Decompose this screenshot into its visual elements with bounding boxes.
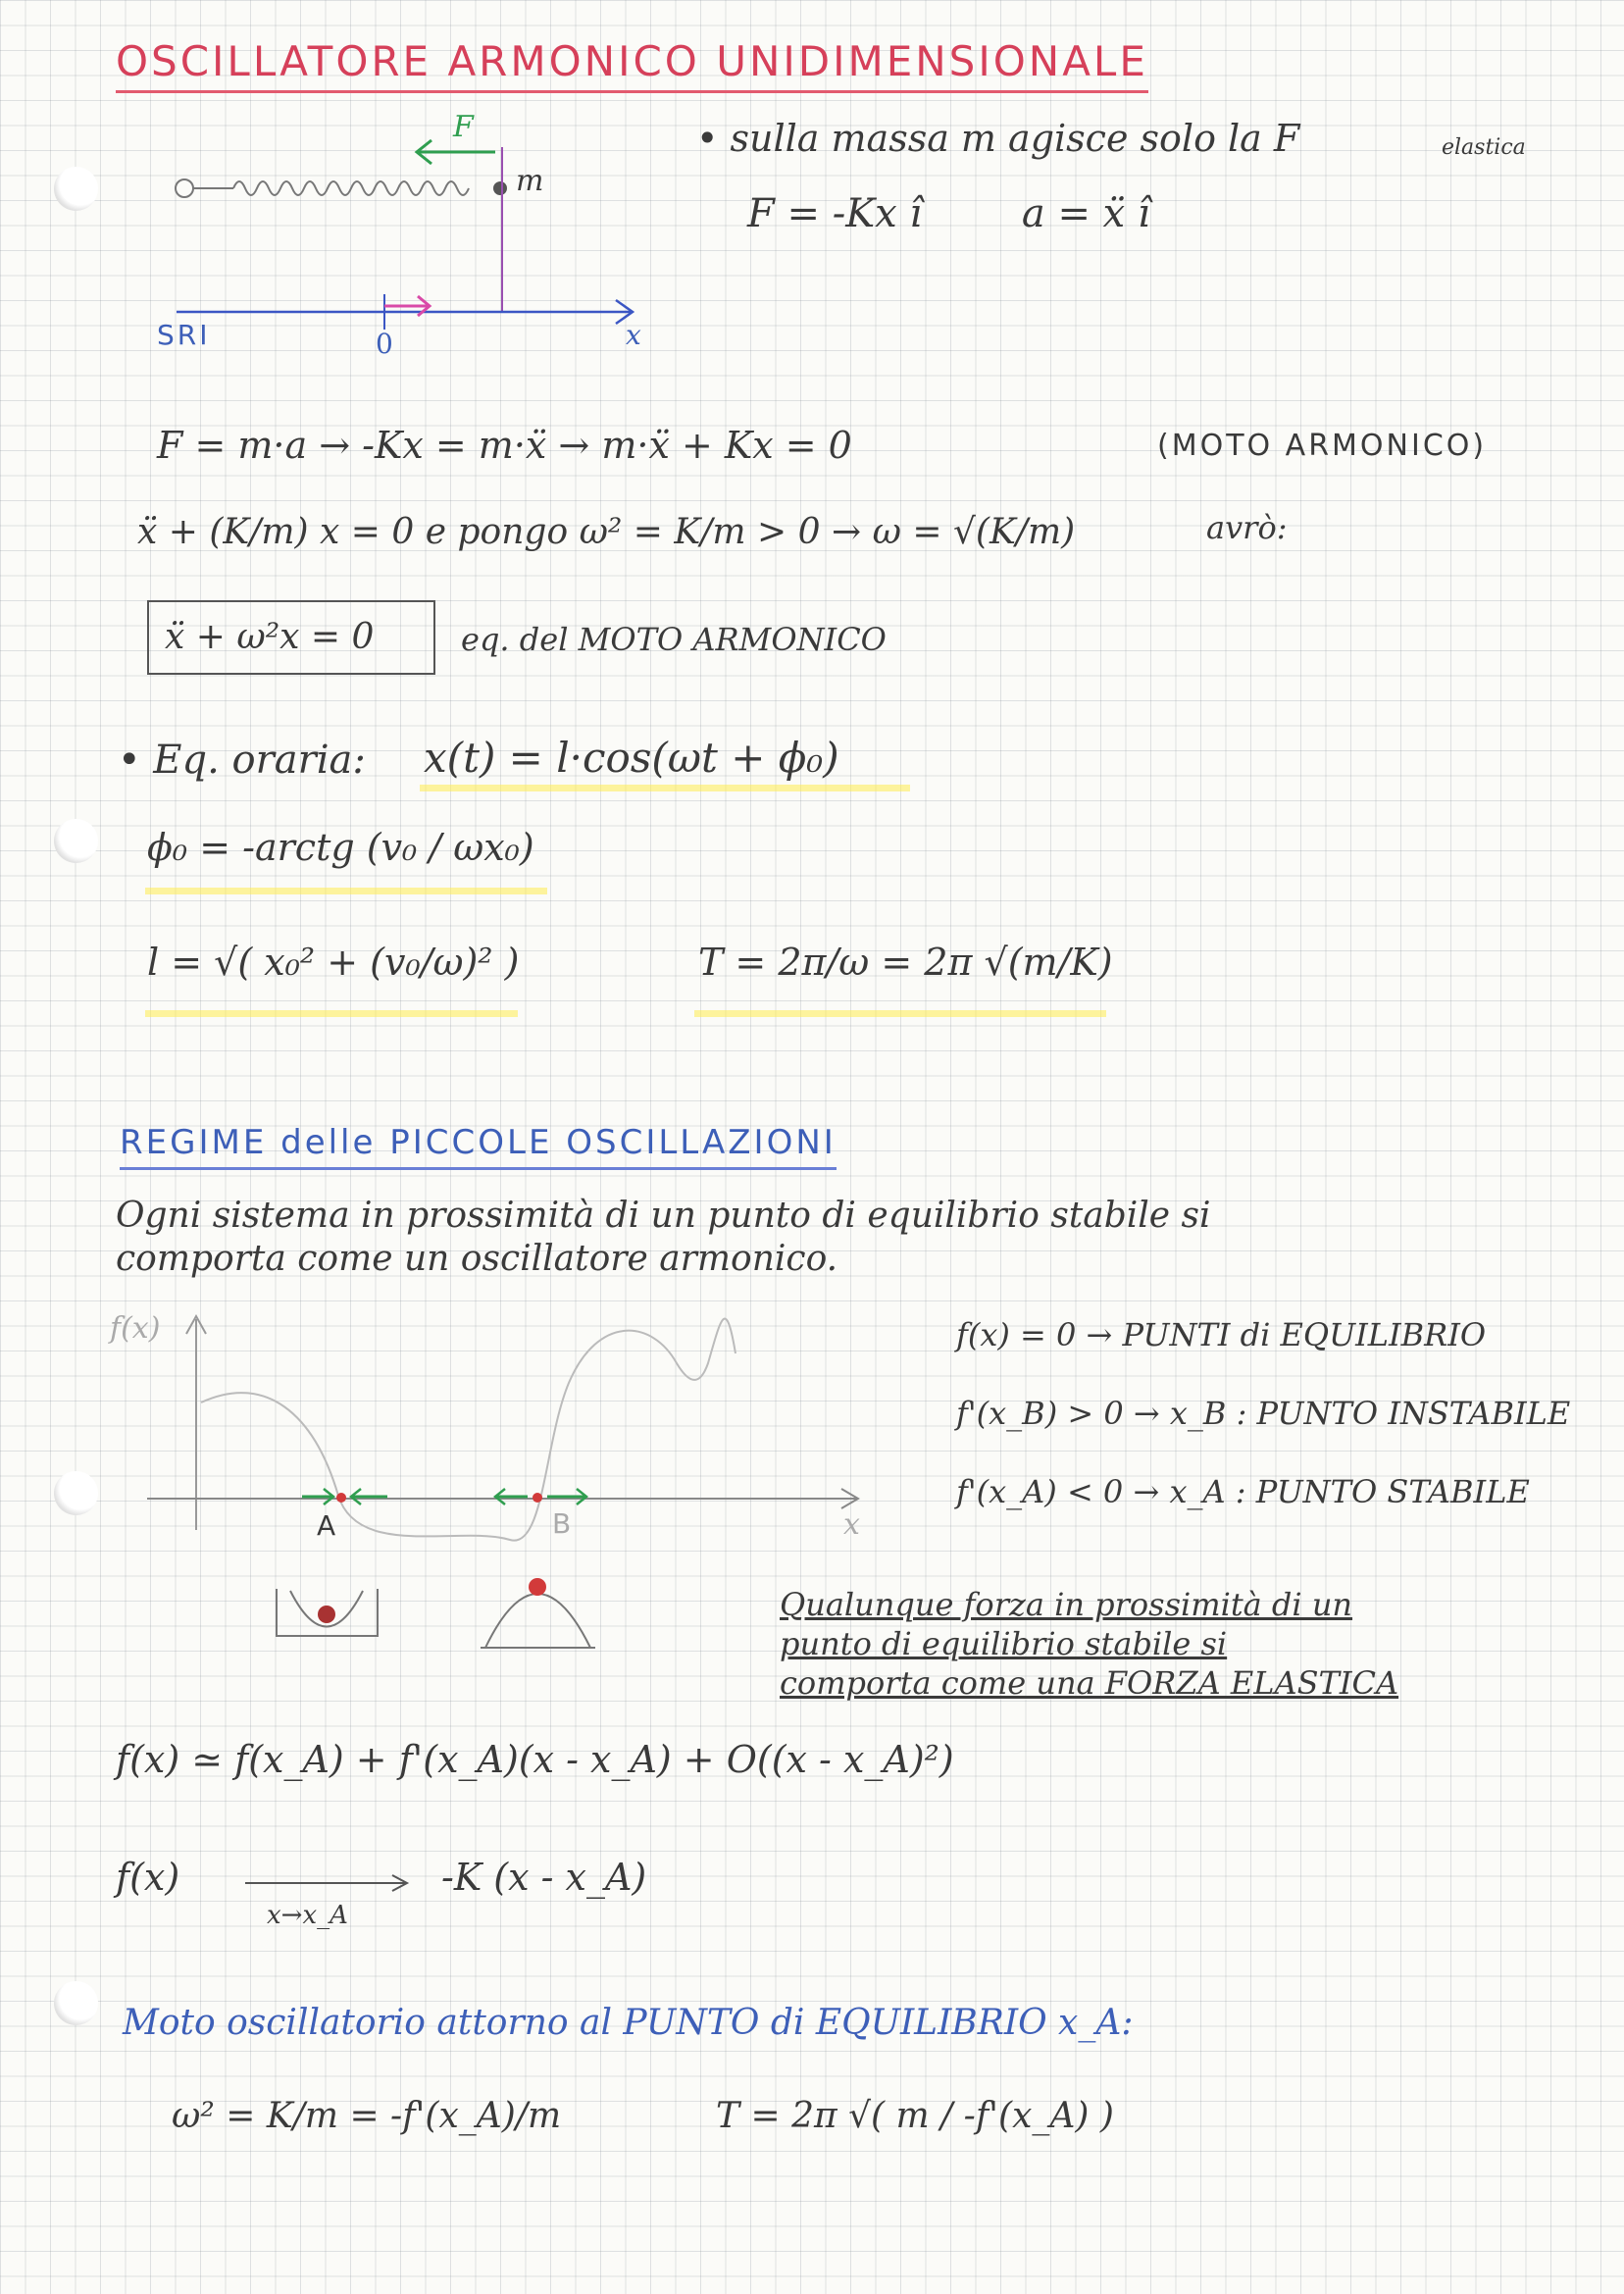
period-equation: T = 2π/ω = 2π √(m/K) [698,941,1113,984]
page-title: OSCILLATORE ARMONICO UNIDIMENSIONALE [116,41,1148,93]
section-title: REGIME delle PICCOLE OSCILLAZIONI [120,1126,837,1170]
taylor-expansion: f(x) ≃ f(x_A) + f'(x_A)(x - x_A) + O((x - x_A)²) [116,1738,954,1781]
phase-equation: ϕ₀ = -arctg (v₀ / ωx₀) [147,826,534,869]
stable-point: f'(x_A) < 0 → x_A : PUNTO STABILE [956,1473,1530,1510]
origin-label: 0 [376,328,393,360]
reference-label: SRI [157,319,211,351]
graph-y-label: f(x) [110,1311,161,1346]
note-line-2: punto di equilibrio stabile si [780,1625,1228,1662]
note-line-3: comporta come una FORZA ELASTICA [780,1664,1399,1702]
equilibrium-points: f(x) = 0 → PUNTI di EQUILIBRIO [956,1316,1487,1353]
boxed-equation-note: eq. del MOTO ARMONICO [461,621,887,658]
limit-subscript: x→x_A [267,1901,348,1930]
graph-x-label: x [843,1507,860,1542]
note-line-1: Qualunque forza in prossimità di un [780,1586,1353,1623]
intro-subscript: elastica [1442,135,1526,160]
hourly-equation: x(t) = l·cos(ωt + ϕ₀) [424,734,839,782]
unstable-point: f'(x_B) > 0 → x_B : PUNTO INSTABILE [956,1395,1571,1432]
period-final: T = 2π √( m / -f'(x_A) ) [716,2096,1114,2136]
motion-title: Moto oscillatorio attorno al PUNTO di EQUILIBRIO x_A: [123,2003,1134,2043]
limit-left: f(x) [116,1856,180,1899]
paragraph-line-1: Ogni sistema in prossimità di un punto di equilibrio stabile si [116,1196,1211,1236]
amplitude-equation: l = √( x₀² + (v₀/ω)² ) [147,941,520,984]
point-a-label: A [317,1509,339,1542]
boxed-equation: ẍ + ω²x = 0 [165,617,375,657]
newton-equation: F = m·a → -Kx = m·ẍ → m·ẍ + Kx = 0 [157,424,852,467]
mass-label: m [516,164,544,198]
omega-note: avrò: [1206,509,1288,546]
hourly-label: • Eq. oraria: [118,738,366,783]
point-b-label: B [552,1507,575,1540]
limit-right: -K (x - x_A) [441,1856,647,1899]
paragraph-line-2: comporta come un oscillatore armonico. [116,1239,838,1279]
force-label: F [453,110,474,144]
omega-definition: ẍ + (K/m) x = 0 e pongo ω² = K/m > 0 → ω = √(K/m) [137,512,1076,552]
newton-note: (MOTO ARMONICO) [1157,429,1488,463]
axis-x-label: x [626,319,641,351]
omega-final: ω² = K/m = -f'(x_A)/m [172,2096,562,2136]
force-equations: F = -Kx î a = ẍ î [747,191,1150,236]
intro-text: • sulla massa m agisce solo la F [696,117,1300,160]
